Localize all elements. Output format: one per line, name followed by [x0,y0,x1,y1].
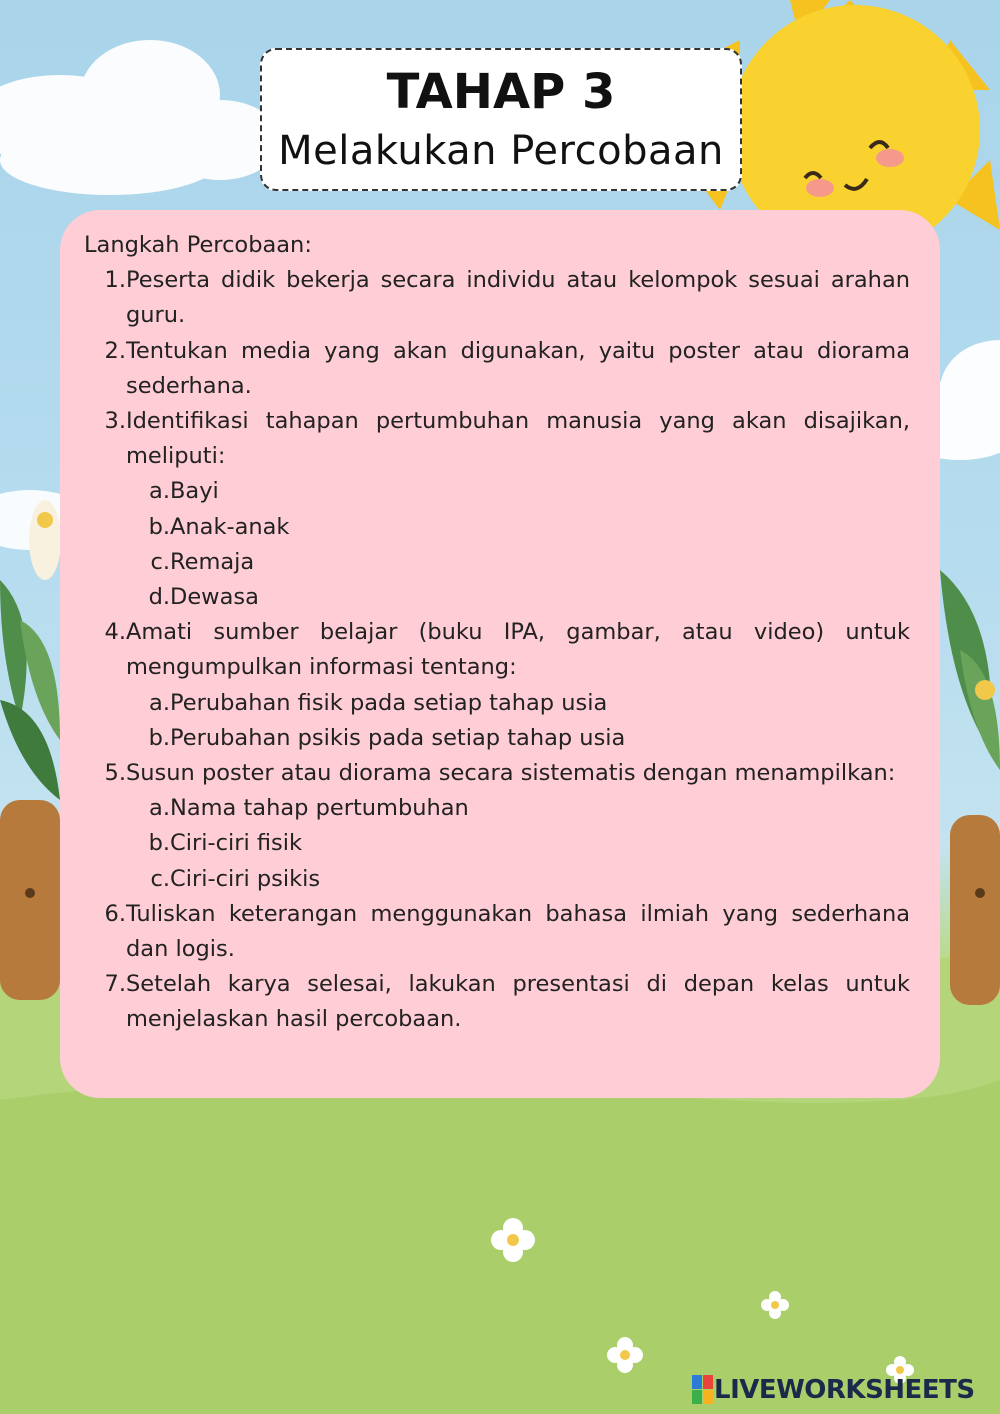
step-number: 4. [104,619,126,646]
step-item [84,967,910,1037]
sub-item: a. Bayi [149,478,219,505]
step-item [84,404,910,615]
sub-item: a. Perubahan fisik pada setiap tahap usia [149,689,608,716]
step-item [84,263,910,333]
sub-list [126,791,910,897]
live-blocks-icon [692,1375,714,1405]
fence-left [0,800,60,1000]
sub-item: c. Remaja [150,548,255,575]
plants-right [940,570,1000,770]
title-box [260,48,742,191]
sub-item: c. Ciri-ciri psikis [150,865,321,892]
brand-name: LIVEWORKSHEETS [714,1375,975,1405]
step-text: Tuliskan keterangan menggunakan bahasa ilmiah yang sederhana dan logis. [126,900,910,963]
sub-item: d. Dewasa [148,584,259,611]
step-item [84,756,910,897]
step-text: Peserta didik bekerja secara individu atau kelompok sesuai arahan guru. [126,267,910,329]
step-text: Setelah karya selesai, lakukan presentasi di depan kelas untuk menjelaskan hasil percobaan. [126,971,910,1033]
sub-item: b. Perubahan psikis pada setiap tahap usia [148,724,626,751]
step-text: Amati sumber belajar (buku IPA, gambar, atau video) untuk mengumpulkan informasi tentang: [126,619,910,681]
step-number: 2. [104,337,126,364]
sub-item: b. Anak-anak [148,513,290,540]
sub-list [126,686,910,756]
step-number: 3. [104,408,126,435]
steps-intro: Langkah Percobaan: [84,232,312,258]
cloud-top-left [0,40,280,195]
page-subtitle: Melakukan Percobaan [278,128,724,174]
liveworksheets-logo [692,1372,975,1408]
page-title: TAHAP 3 [386,64,616,120]
step-number: 1. [104,267,126,294]
step-number: 6. [104,900,126,927]
sub-item: a. Nama tahap pertumbuhan [149,795,469,822]
steps-list [84,263,910,1037]
step-text: Susun poster atau diorama secara sistematis dengan menampilkan: [126,760,896,787]
sub-item: b. Ciri-ciri fisik [148,830,303,857]
step-text: Tentukan media yang akan digunakan, yaitu poster atau diorama sederhana. [126,337,910,399]
step-number: 5. [104,760,126,787]
step-number: 7. [104,971,126,998]
step-item [84,615,910,756]
step-item [84,897,910,967]
step-text: Identifikasi tahapan pertumbuhan manusia yang akan disajikan, meliputi: [126,408,910,470]
fence-right [950,815,1000,1005]
step-item [84,334,910,404]
sub-list [126,474,910,615]
content-body [84,228,910,1038]
